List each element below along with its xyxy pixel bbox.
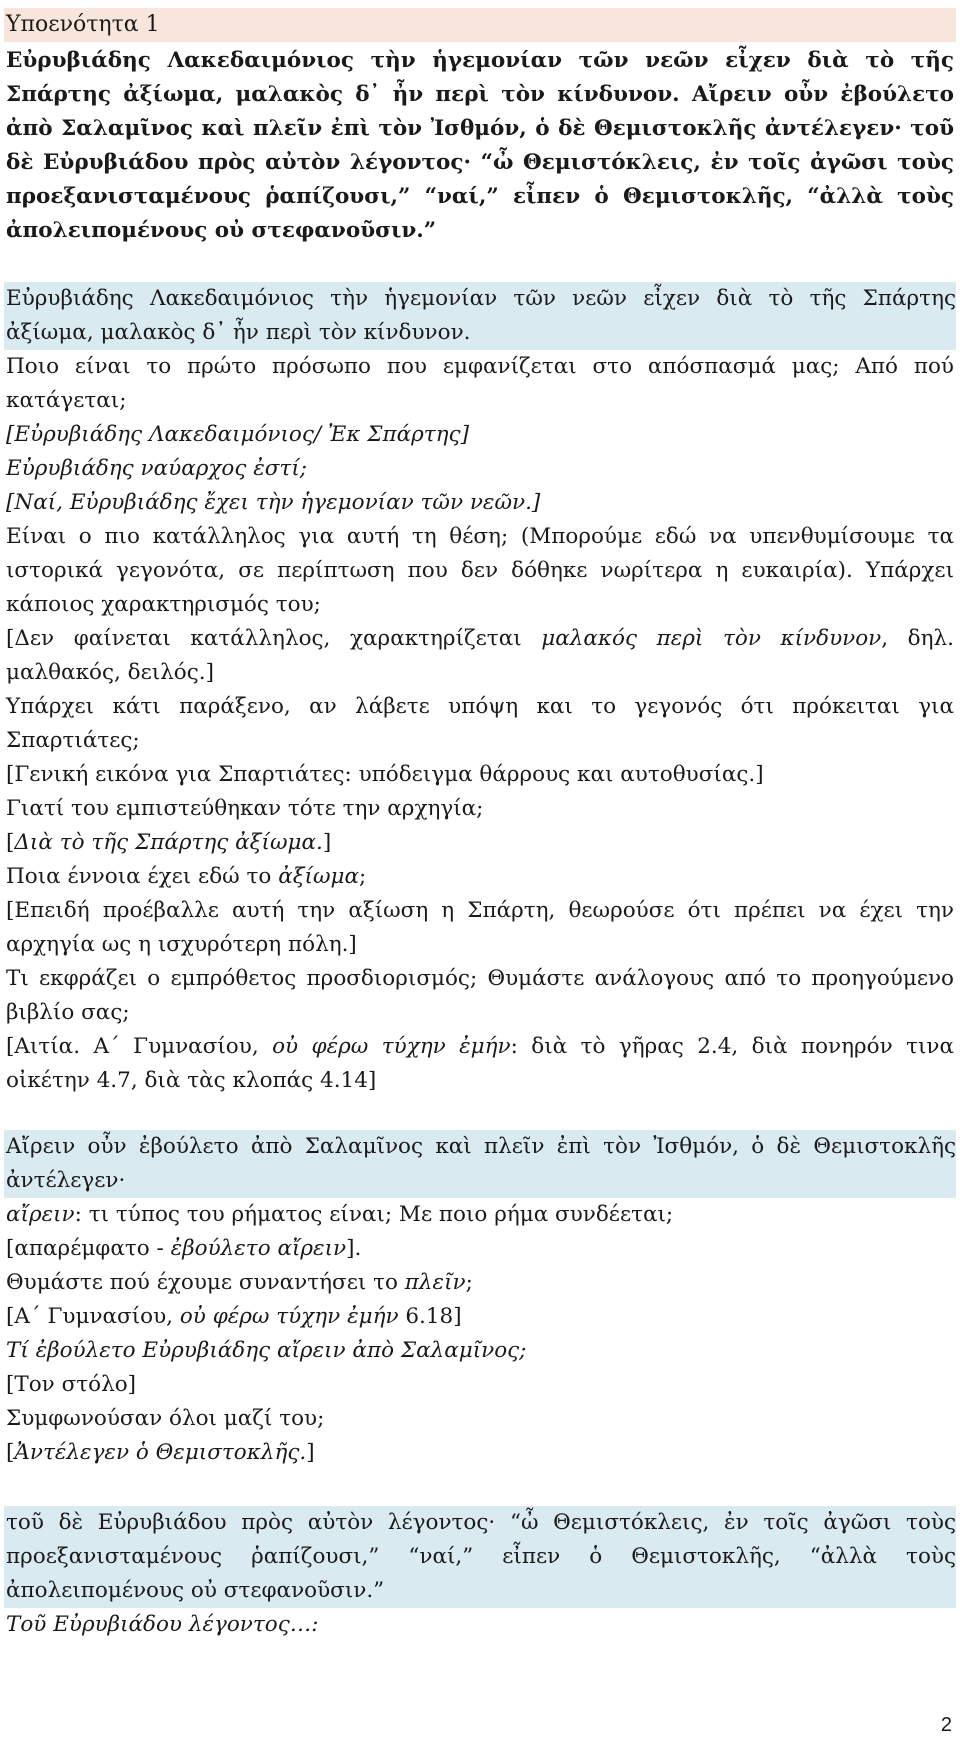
answer: [Εὐρυβιάδης Λακεδαιμόνιος/ Ἐκ Σπάρτης] [6, 422, 469, 447]
section-1 [6, 282, 954, 1098]
answer-text: [ [6, 830, 15, 855]
question: Τί ἐβούλετο Εὐρυβιάδης αἴρειν ἀπὸ Σαλαμῖνος; [6, 1338, 527, 1363]
question: Συμφωνούσαν όλοι μαζί του; [6, 1406, 325, 1431]
question [6, 1266, 954, 1300]
answer: [Γενική εικόνα για Σπαρτιάτες: υπόδειγμα θάρρους και αυτοθυσίας.] [6, 762, 764, 787]
answer-text: [Δεν φαίνεται κατάλληλος, χαρακτηρίζεται [6, 626, 542, 651]
question [6, 860, 954, 894]
answer-text: : διὰ τὸ γῆρας 2.4, διὰ πονηρόν τινα οἰκέτην 4.7, διὰ τὰς κλοπάς 4.14] [6, 1034, 954, 1093]
answer-text: [Αιτία. Α΄ Γυμνασίου, [6, 1034, 273, 1059]
answer-text: [ [6, 1440, 15, 1465]
answer-italic: Ἀντέλεγεν ὁ Θεμιστοκλῆς. [14, 1440, 307, 1465]
question: Τι εκφράζει ο εμπρόθετος προσδιορισμός; Θυμάστε ανάλογους από το προηγούμενο βιβλίο σας; [6, 966, 954, 1025]
answer-italic: ἐβούλετο αἴρειν [170, 1236, 347, 1261]
answer-italic: οὐ φέρω τύχην ἐμήν [179, 1304, 399, 1329]
source-text-bold: Εὐρυβιάδης Λακεδαιμόνιος τὴν ἡγεμονίαν τῶν νεῶν εἶχεν διὰ τὸ τῆς Σπάρτης ἀξίωμα, μαλακὸς δ᾽ ἦν περὶ τὸν κίνδυνον. Αἴρειν οὖν ἐβούλετο ἀπὸ Σαλαμῖνος καὶ πλεῖν ἐπὶ τὸν Ἰσθμόν, ὁ δὲ Θεμιστοκλῆς ἀντέλεγεν· τοῦ δὲ Εὐρυβιάδου πρὸς αὐτὸν λέγοντος· “ὦ Θεμιστόκλεις, ἐν τοῖς ἀγῶσι τοὺς προεξανισταμένους ῥαπίζουσι,” “ναί,” εἶπεν ὁ Θεμιστοκλῆς, “ἀλλὰ τοὺς ἀπολειπομένους οὐ στεφανοῦσιν.” [6, 48, 954, 243]
answer-text: ] [322, 830, 332, 855]
answer [6, 1030, 954, 1098]
answer-italic: μαλακός περὶ τὸν κίνδυνον [541, 626, 882, 651]
answer: [Επειδή προέβαλλε αυτή την αξίωση η Σπάρτη, θεωρούσε ότι πρέπει να έχει την αρχηγία ως η ισχυρότερη πόλη.] [6, 898, 954, 957]
answer [6, 622, 954, 690]
question-text: ; [359, 864, 367, 889]
section-title: Υποενότητα 1 [4, 8, 956, 42]
question-text: Θυμάστε πού έχουμε συναντήσει το [6, 1270, 405, 1295]
answer-text: , δηλ. μαλθακός, δειλός.] [6, 626, 954, 685]
answer-text: [απαρέμφατο - [6, 1236, 171, 1261]
question: Γιατί του εμπιστεύθηκαν τότε την αρχηγία; [6, 796, 484, 821]
section-3 [6, 1506, 954, 1642]
question: Εὐρυβιάδης ναύαρχος ἐστί; [6, 456, 307, 481]
answer [6, 1232, 954, 1266]
question-italic: αἴρειν [6, 1202, 75, 1227]
question-italic: ἀξίωμα [278, 864, 360, 889]
answer-italic: οὐ φέρω τύχην ἐμήν [272, 1034, 511, 1059]
question: Υπάρχει κάτι παράξενο, αν λάβετε υπόψη και το γεγονός ότι πρόκειται για Σπαρτιάτες; [6, 694, 954, 753]
quote-highlight: Εὐρυβιάδης Λακεδαιμόνιος τὴν ἡγεμονίαν τῶν νεῶν εἶχεν διὰ τὸ τῆς Σπάρτης ἀξίωμα, μαλακὸς δ᾽ ἦν περὶ τὸν κίνδυνον. [4, 282, 956, 350]
answer-text: ] [306, 1440, 315, 1465]
section-2 [6, 1130, 954, 1470]
answer: [Τον στόλο] [6, 1372, 137, 1397]
answer [6, 1436, 954, 1470]
question-text: : τι τύπος του ρήματος είναι; Με ποιο ρήμα συνδέεται; [74, 1202, 674, 1227]
question: Ποιο είναι το πρώτο πρόσωπο που εμφανίζεται στο απόσπασμά μας; Από πού κατάγεται; [6, 354, 954, 413]
question: Είναι ο πιο κατάλληλος για αυτή τη θέση; (Μπορούμε εδώ να υπενθυμίσουμε τα ιστορικά γεγονότα, σε περίπτωση που δεν δόθηκε νωρίτερα η ευκαιρία). Υπάρχει κάποιος χαρακτηρισμός του; [6, 524, 954, 617]
answer-text: [Α΄ Γυμνασίου, [6, 1304, 180, 1329]
quote-highlight: Αἴρειν οὖν ἐβούλετο ἀπὸ Σαλαμῖνος καὶ πλεῖν ἐπὶ τὸν Ἰσθμόν, ὁ δὲ Θεμιστοκλῆς ἀντέλεγεν· [4, 1130, 956, 1198]
answer-text: ]. [346, 1236, 362, 1261]
question [6, 1198, 954, 1232]
answer-italic: Διὰ τὸ τῆς Σπάρτης ἀξίωμα. [14, 830, 323, 855]
question-text: ; [465, 1270, 473, 1295]
answer [6, 1300, 954, 1334]
answer: [Ναί, Εὐρυβιάδης ἔχει τὴν ἡγεμονίαν τῶν νεῶν.] [6, 490, 541, 515]
prompt: Τοῦ Εὐρυβιάδου λέγοντος…: [6, 1612, 319, 1637]
question-text: Ποια έννοια έχει εδώ το [6, 864, 279, 889]
answer [6, 826, 954, 860]
question-italic: πλεῖν [404, 1270, 466, 1295]
quote-highlight: τοῦ δὲ Εὐρυβιάδου πρὸς αὐτὸν λέγοντος· “ὦ Θεμιστόκλεις, ἐν τοῖς ἀγῶσι τοὺς προεξανισταμένους ῥαπίζουσι,” “ναί,” εἶπεν ὁ Θεμιστοκλῆς, “ἀλλὰ τοὺς ἀπολειπομένους οὐ στεφανοῦσιν.” [4, 1506, 956, 1608]
page-number: 2 [940, 1714, 952, 1736]
answer-text: 6.18] [398, 1304, 462, 1329]
